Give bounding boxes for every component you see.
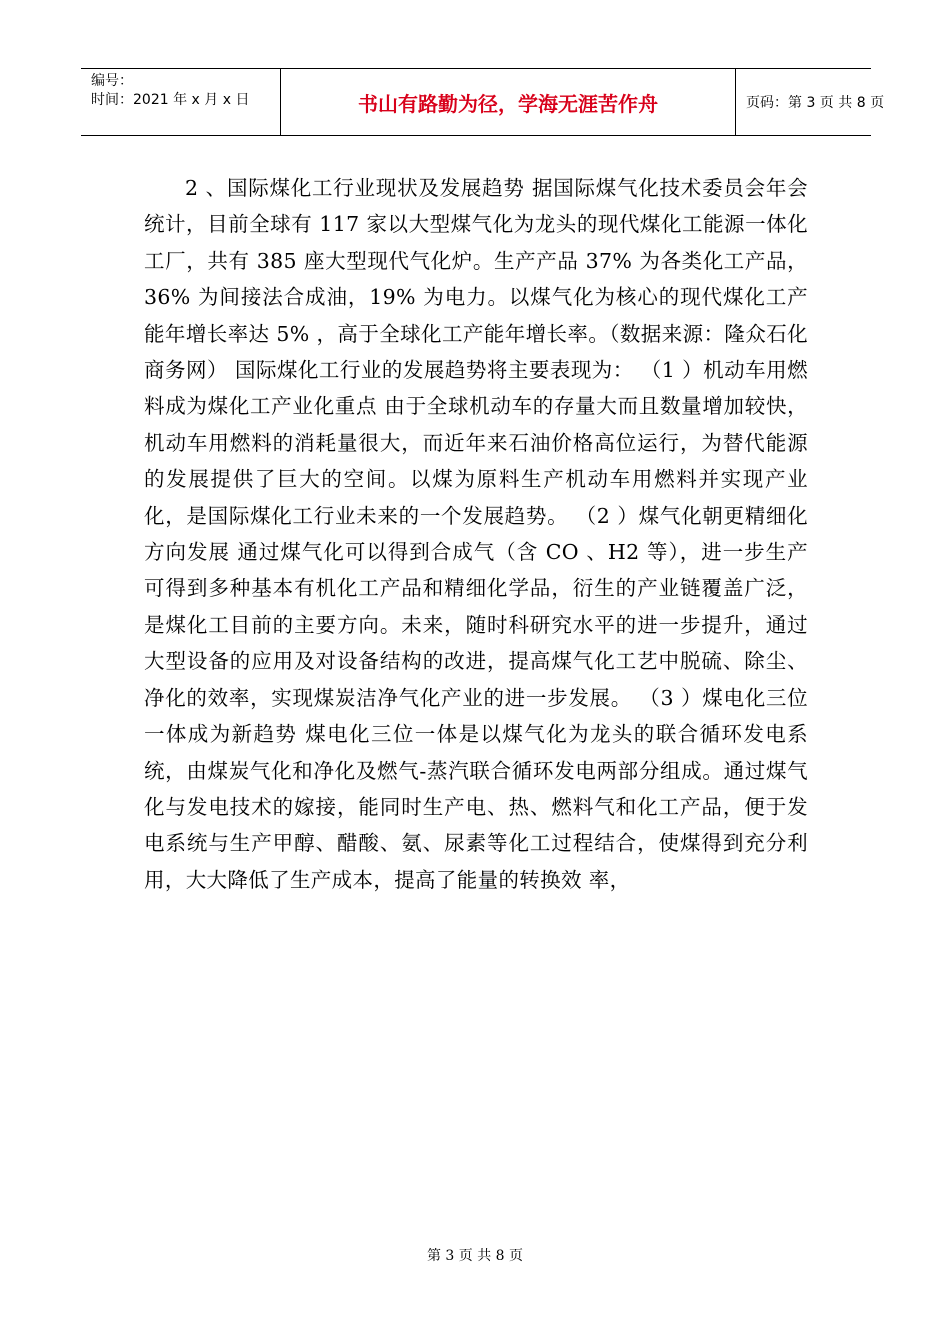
motto-text: 书山有路勤为径，学海无涯苦作舟 [358,92,658,116]
header-motto-cell [281,69,736,135]
header-page-cell [736,69,885,135]
page-header [81,68,885,136]
body-paragraph: 2 、国际煤化工行业现状及发展趋势 据国际煤气化技术委员会年会统计，目前全球有 117 家以大型煤气化为龙头的现代煤化工能源一体化工厂，共有 385 座大型现代气化炉。生产产品 37% 为各类化工产品，36% 为间接法合成油，19% 为电力。以煤气化为核心的现代煤化工产能年增长率达 5% ，高于全球化工产能年增长率。（数据来源：隆众石化商务网） 国际煤化工行业的发展趋势将主要表现为： （1 ）机动车用燃料成为煤化工产业化重点 由于全球机动车的存量大而且数量增加较快，机动车用燃料的消耗量很大，而近年来石油价格高位运行，为替代能源的发展提供了巨大的空间。以煤为原料生产机动车用燃料并实现产业化，是国际煤化工行业未来的一个发展趋势。 （2 ）煤气化朝更精细化方向发展 通过煤气化可以得到合成气（含 CO 、H2 等），进一步生产可得到多种基本有机化工产品和精细化学品，衍生的产业链覆盖广泛，是煤化工目前的主要方向。未来，随时科研究水平的进一步提升，通过大型设备的应用及对设备结构的改进，提高煤气化工艺中脱硫、除尘、净化的效率，实现煤炭洁净气化产业的进一步发展。 （3 ）煤电化三位一体成为新趋势 煤电化三位一体是以煤气化为龙头的联合循环发电系统，由煤炭气化和净化及燃气-蒸汽联合循环发电两部分组成。通过煤气化与发电技术的嫁接，能同时生产电、热、燃料气和化工产品，便于发电系统与生产甲醇、醋酸、氨、尿素等化工过程结合，使煤得到充分利用，大大降低了生产成本，提高了能量的转换效 率， [144,176,808,892]
page-footer: 第 3 页 共 8 页 [426,1248,524,1264]
header-page-number: 页码：第 3 页 共 8 页 [746,95,885,111]
header-meta-cell [81,69,281,135]
date-label: 时间：2021 年 x 月 x 日 [91,92,250,108]
serial-number-label: 编号： [91,73,133,89]
